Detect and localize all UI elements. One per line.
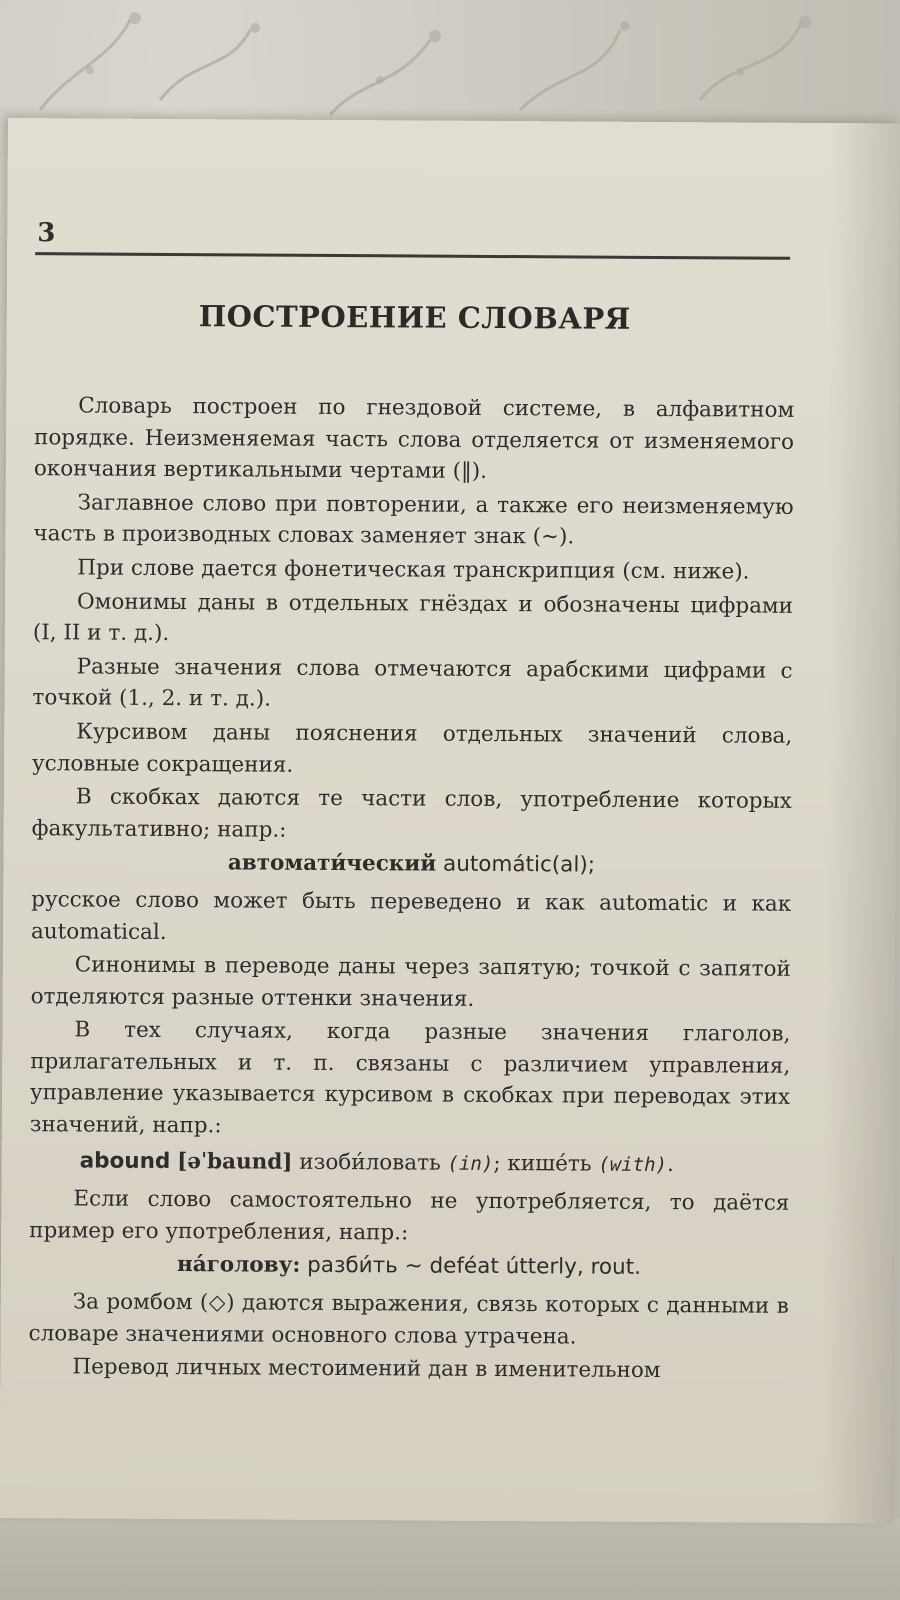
example-entry bbox=[30, 1145, 790, 1182]
example-translation: кише́ть bbox=[507, 1150, 592, 1177]
page-title: ПОСТРОЕНИЕ СЛОВАРЯ bbox=[198, 299, 631, 336]
paragraph: Синонимы в переводе даны через запятую; точкой с запятой отделяются разные оттенки значения. bbox=[30, 952, 791, 1012]
paragraph: русское слово может быть переведено и как automatic и как automatical. bbox=[30, 887, 792, 945]
example-government: (with) bbox=[598, 1153, 668, 1176]
separator: ; bbox=[493, 1150, 501, 1176]
paragraph: В тех случаях, когда разные значения глаголов, прилагательных и т. п. связаны с различием управления, управление указывается курсивом в скобках при переводах этих значений, напр.: bbox=[29, 1017, 791, 1139]
book-page bbox=[0, 118, 900, 1523]
paragraph: За ромбом (◇) даются выражения, связь которых с данными в словаре значениями основного слова утрачена. bbox=[28, 1289, 789, 1350]
page-number: 3 bbox=[37, 218, 56, 249]
paragraph: Омонимы даны в отдельных гнёздах и обозначены цифрами (I, II и т. д.). bbox=[32, 588, 794, 647]
paragraph: В скобках даются те части слов, употребление которых факультативно; напр.: bbox=[31, 784, 792, 843]
paragraph: При слове дается фонетическая транскрипция (см. ниже). bbox=[77, 555, 750, 585]
paragraph: Перевод личных местоимений дан в именительном bbox=[72, 1354, 661, 1384]
example-entry bbox=[29, 1249, 789, 1285]
paragraph: Заглавное слово при повторении, а также его неизменяемую часть в производных словах заменяет знак (~). bbox=[33, 490, 794, 550]
paragraph: Разные значения слова отмечаются арабскими цифрами с точкой (1., 2. и т. д.). bbox=[32, 654, 793, 712]
example-translation: automátic(al); bbox=[443, 851, 596, 878]
paragraph: Если слово самостоятельно не употребляется, то даётся пример его употребления, напр.: bbox=[29, 1186, 790, 1246]
body-text bbox=[28, 390, 794, 1389]
example-entry bbox=[31, 846, 791, 882]
header-rule bbox=[35, 252, 790, 260]
example-government: (in) bbox=[447, 1152, 494, 1175]
example-headword: автомати́ческий bbox=[227, 850, 437, 877]
separator: . bbox=[666, 1151, 674, 1177]
example-phrase: разби́ть ~ deféat útterly, rout. bbox=[307, 1253, 642, 1281]
paragraph: Курсивом даны пояснения отдельных значений слова, условные сокращения. bbox=[31, 719, 793, 778]
background-bottom bbox=[0, 1518, 900, 1600]
example-headword: на́голову: bbox=[176, 1252, 301, 1279]
example-transcription: [əˈbaund] bbox=[177, 1148, 293, 1175]
paragraph: Словарь построен по гнездовой системе, в алфавитном порядке. Неизменяемая часть слова отделяется от изменяемого окончания вертикальными чертами (‖). bbox=[33, 393, 795, 485]
floral-pattern-decoration bbox=[0, 0, 900, 130]
example-headword: abound bbox=[79, 1148, 171, 1174]
example-translation: изоби́ловать bbox=[299, 1149, 441, 1176]
